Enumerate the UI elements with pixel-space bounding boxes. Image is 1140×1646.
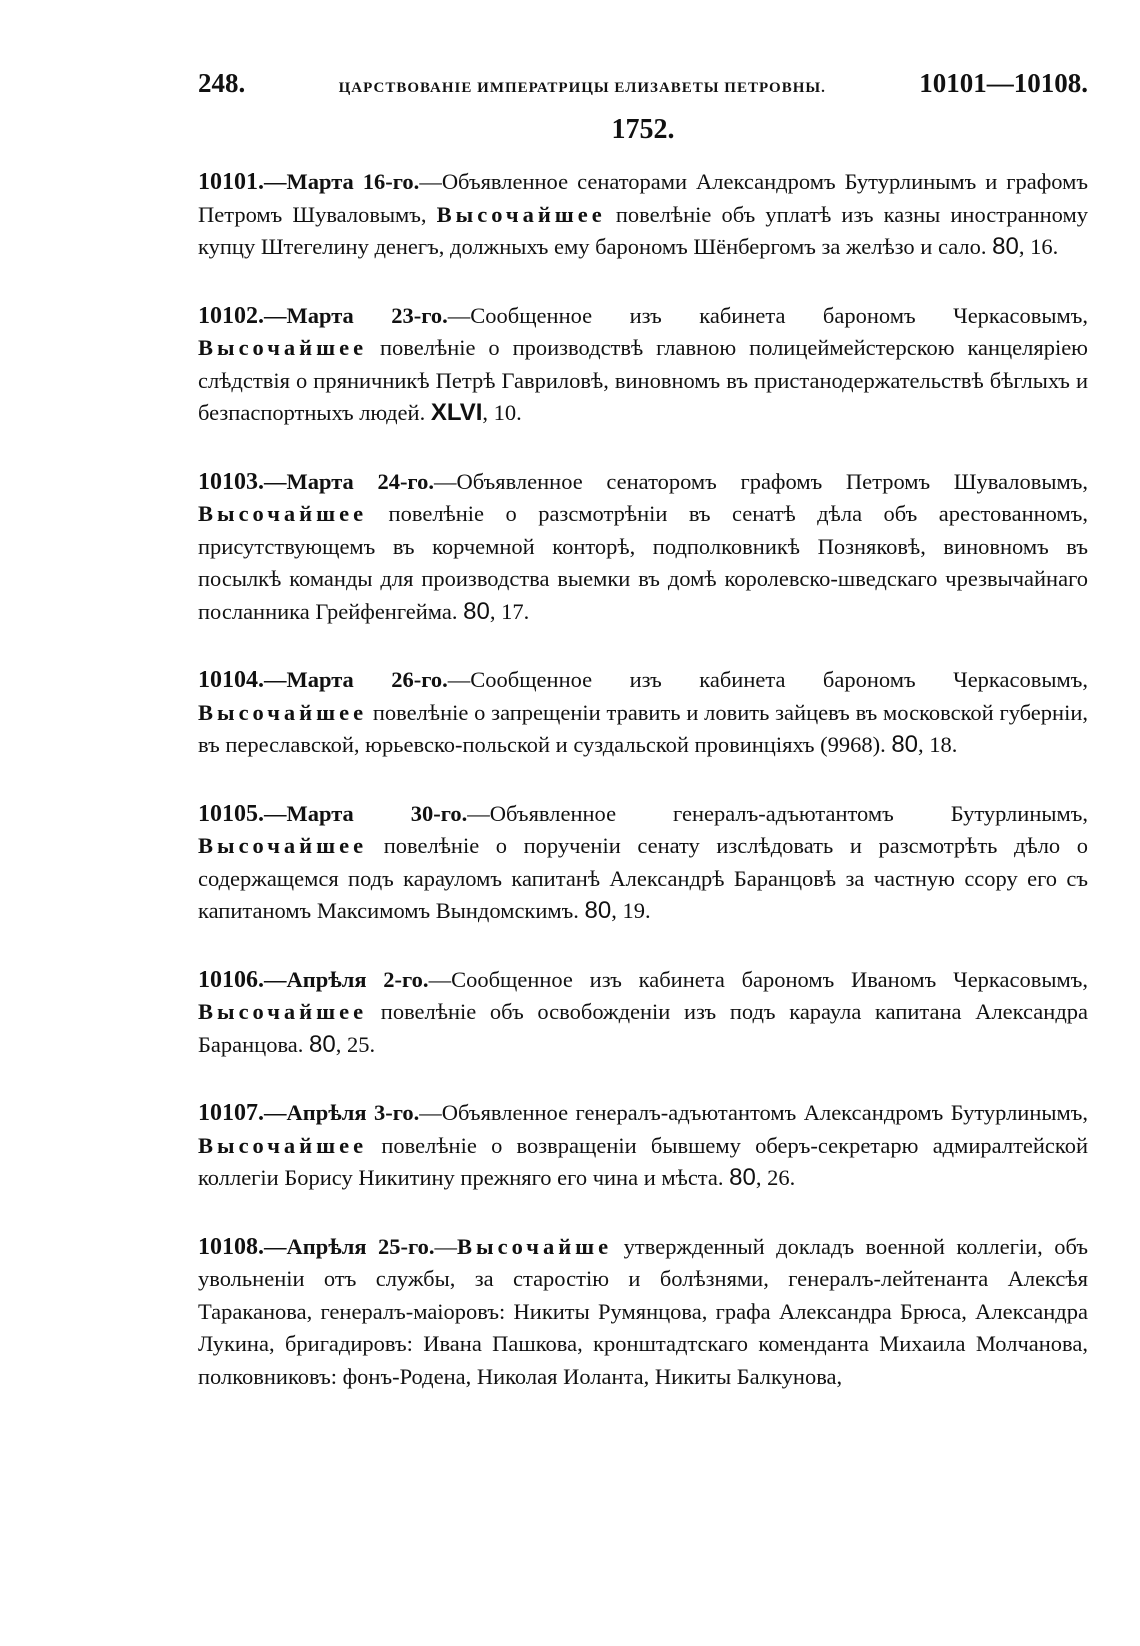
entry-text: повелѣніе объ освобожденіи изъ подъ караула капитана Александра Баранцова. — [198, 999, 1088, 1057]
entry-text: —Сообщенное изъ кабинета барономъ Иваномъ Черкасовымъ, — [428, 966, 1088, 992]
entry-text: повелѣніе о возвращеніи бывшему оберъ-секретарю адмиралтейской коллегіи Борису Никитину прежняго его чина и мѣста. — [198, 1132, 1088, 1190]
entry-date: —Марта 30-го. — [264, 800, 468, 826]
entry-ref-number: , 19. — [611, 898, 651, 923]
entry-10103 — [198, 466, 1088, 629]
entry-ref-volume: 80 — [891, 731, 919, 758]
entry-spaced-word: Высочайшее — [436, 201, 606, 227]
entry-number: 10106. — [198, 966, 264, 993]
entry-number: 10105. — [198, 800, 264, 827]
entry-spaced-word: Высочайшее — [198, 999, 368, 1024]
entry-ref-volume: 80 — [584, 897, 612, 924]
entry-spaced-word: Высочайшее — [198, 1132, 368, 1158]
entry-date: —Марта 26-го. — [264, 667, 448, 692]
entry-spaced-word: Высочайшее — [198, 501, 368, 526]
entry-text: —Объявленное генералъ-адъютантомъ Александромъ Бутурлинымъ, — [419, 1100, 1088, 1125]
entry-text: —Объявленное сенаторами Александромъ Бутурлинымъ и графомъ Петромъ Шуваловымъ, — [198, 169, 1088, 227]
entry-spaced-word: Высочайшее — [198, 335, 368, 360]
entry-text: —Сообщенное изъ кабинета барономъ Черкасовымъ, — [447, 667, 1088, 692]
entry-10104 — [198, 664, 1088, 762]
entry-text: повелѣніе о запрещеніи травить и ловить зайцевъ въ московской губерніи, въ переславской, юрьевско-польской и суздальской провинціяхъ (9968). — [198, 699, 1088, 757]
entry-text: повелѣніе объ уплатѣ изъ казны иностранному купцу Штегелину денегъ, должныхъ ему барономъ Шёнбергомъ за желѣзо и сало. — [198, 201, 1088, 259]
entry-text: утвержденный докладъ военной коллегіи, объ увольненіи отъ службы, за старостію и болѣзнями, генералъ-лейтенанта Алексѣя Тараканова, генералъ-маіоровъ: Никиты Румянцова, графа Александра Брюса, Александра Лукина, бригадировъ: Ивана Пашкова, кронштадтскаго коменданта Михаила Молчанова, полковниковъ: фонъ-Родена, Николая Иоланта, Никиты Балкунова, — [198, 1233, 1088, 1389]
entry-date: —Марта 24-го. — [264, 468, 434, 494]
running-title: ЦАРСТВОВАНІЕ ИМПЕРАТРИЦЫ ЕЛИЗАВЕТЫ ПЕТРОВНЫ. — [338, 80, 826, 96]
entry-range: 10101—10108. — [919, 68, 1088, 98]
entry-ref-number: , 18. — [918, 732, 958, 757]
entry-text: повелѣніе о производствѣ главною полицеймейстерскою канцеляріею слѣдствія о пряничникѣ Петрѣ Гавриловѣ, виновномъ въ пристанодержательствѣ бѣглыхъ и безпаспортныхъ людей. — [198, 335, 1088, 425]
entry-number: 10101. — [198, 169, 264, 195]
entry-ref-number: , 17. — [489, 598, 530, 624]
entry-number: 10102. — [198, 302, 264, 329]
entry-number: 10104. — [198, 667, 264, 693]
entry-date: —Апрѣля 2-го. — [264, 966, 429, 992]
entry-10108 — [198, 1231, 1088, 1394]
entry-ref-volume: XLVI — [430, 399, 483, 426]
entry-text: повелѣніе о порученіи сенату изслѣдовать и разсмотрѣть дѣло о содержащемся подъ карауломъ капитанѣ Александрѣ Баранцовѣ за частную ссору его съ капитаномъ Максимомъ Вындомскимъ. — [198, 833, 1088, 923]
entry-text: —Объявленное сенаторомъ графомъ Петромъ Шуваловымъ, — [433, 468, 1088, 494]
entry-text: —Объявленное генералъ-адъютантомъ Бутурлинымъ, — [467, 800, 1088, 826]
entry-text: повелѣніе о разсмотрѣніи въ сенатѣ дѣла объ арестованномъ, присутствующемъ въ корчемной конторѣ, подполковникѣ Позняковѣ, виновномъ въ посылкѣ команды для производства выемки въ домѣ королевско-шведскаго чрезвычайнаго посланника Грейфенгейма. — [198, 501, 1088, 624]
entry-spaced-word: Высочайшее — [198, 699, 368, 725]
entry-text: —Сообщенное изъ кабинета барономъ Черкасовымъ, — [447, 302, 1088, 328]
entry-date: —Апрѣля 3-го. — [264, 1100, 420, 1125]
entry-spaced-word: Высочайшее — [198, 833, 368, 858]
page-number: 248. — [198, 68, 246, 98]
entry-10106 — [198, 964, 1088, 1062]
entry-10101 — [198, 166, 1088, 264]
entry-date: —Апрѣля 25-го. — [264, 1233, 435, 1259]
entry-10102 — [198, 300, 1088, 430]
entry-ref-number: , 10. — [482, 400, 522, 425]
entry-date: —Марта 23-го. — [264, 302, 448, 328]
entry-ref-number: , 25. — [335, 1031, 376, 1057]
entry-date: —Марта 16-го. — [264, 169, 420, 194]
entry-ref-number: , 16. — [1018, 234, 1059, 259]
entry-ref-volume: 80 — [309, 1030, 336, 1058]
running-head — [198, 68, 1088, 102]
year-heading: 1752. — [611, 114, 675, 145]
entry-ref-volume: 80 — [729, 1164, 756, 1191]
entry-ref-number: , 26. — [755, 1165, 796, 1190]
entry-ref-volume: 80 — [992, 233, 1019, 260]
entry-text: — — [434, 1233, 458, 1259]
entry-number: 10108. — [198, 1233, 264, 1260]
entry-ref-volume: 80 — [463, 597, 490, 625]
entry-spaced-word: Высочайше — [457, 1233, 613, 1259]
entry-10107 — [198, 1097, 1088, 1195]
entry-10105 — [198, 798, 1088, 928]
entry-number: 10103. — [198, 468, 264, 495]
entry-number: 10107. — [198, 1100, 264, 1126]
